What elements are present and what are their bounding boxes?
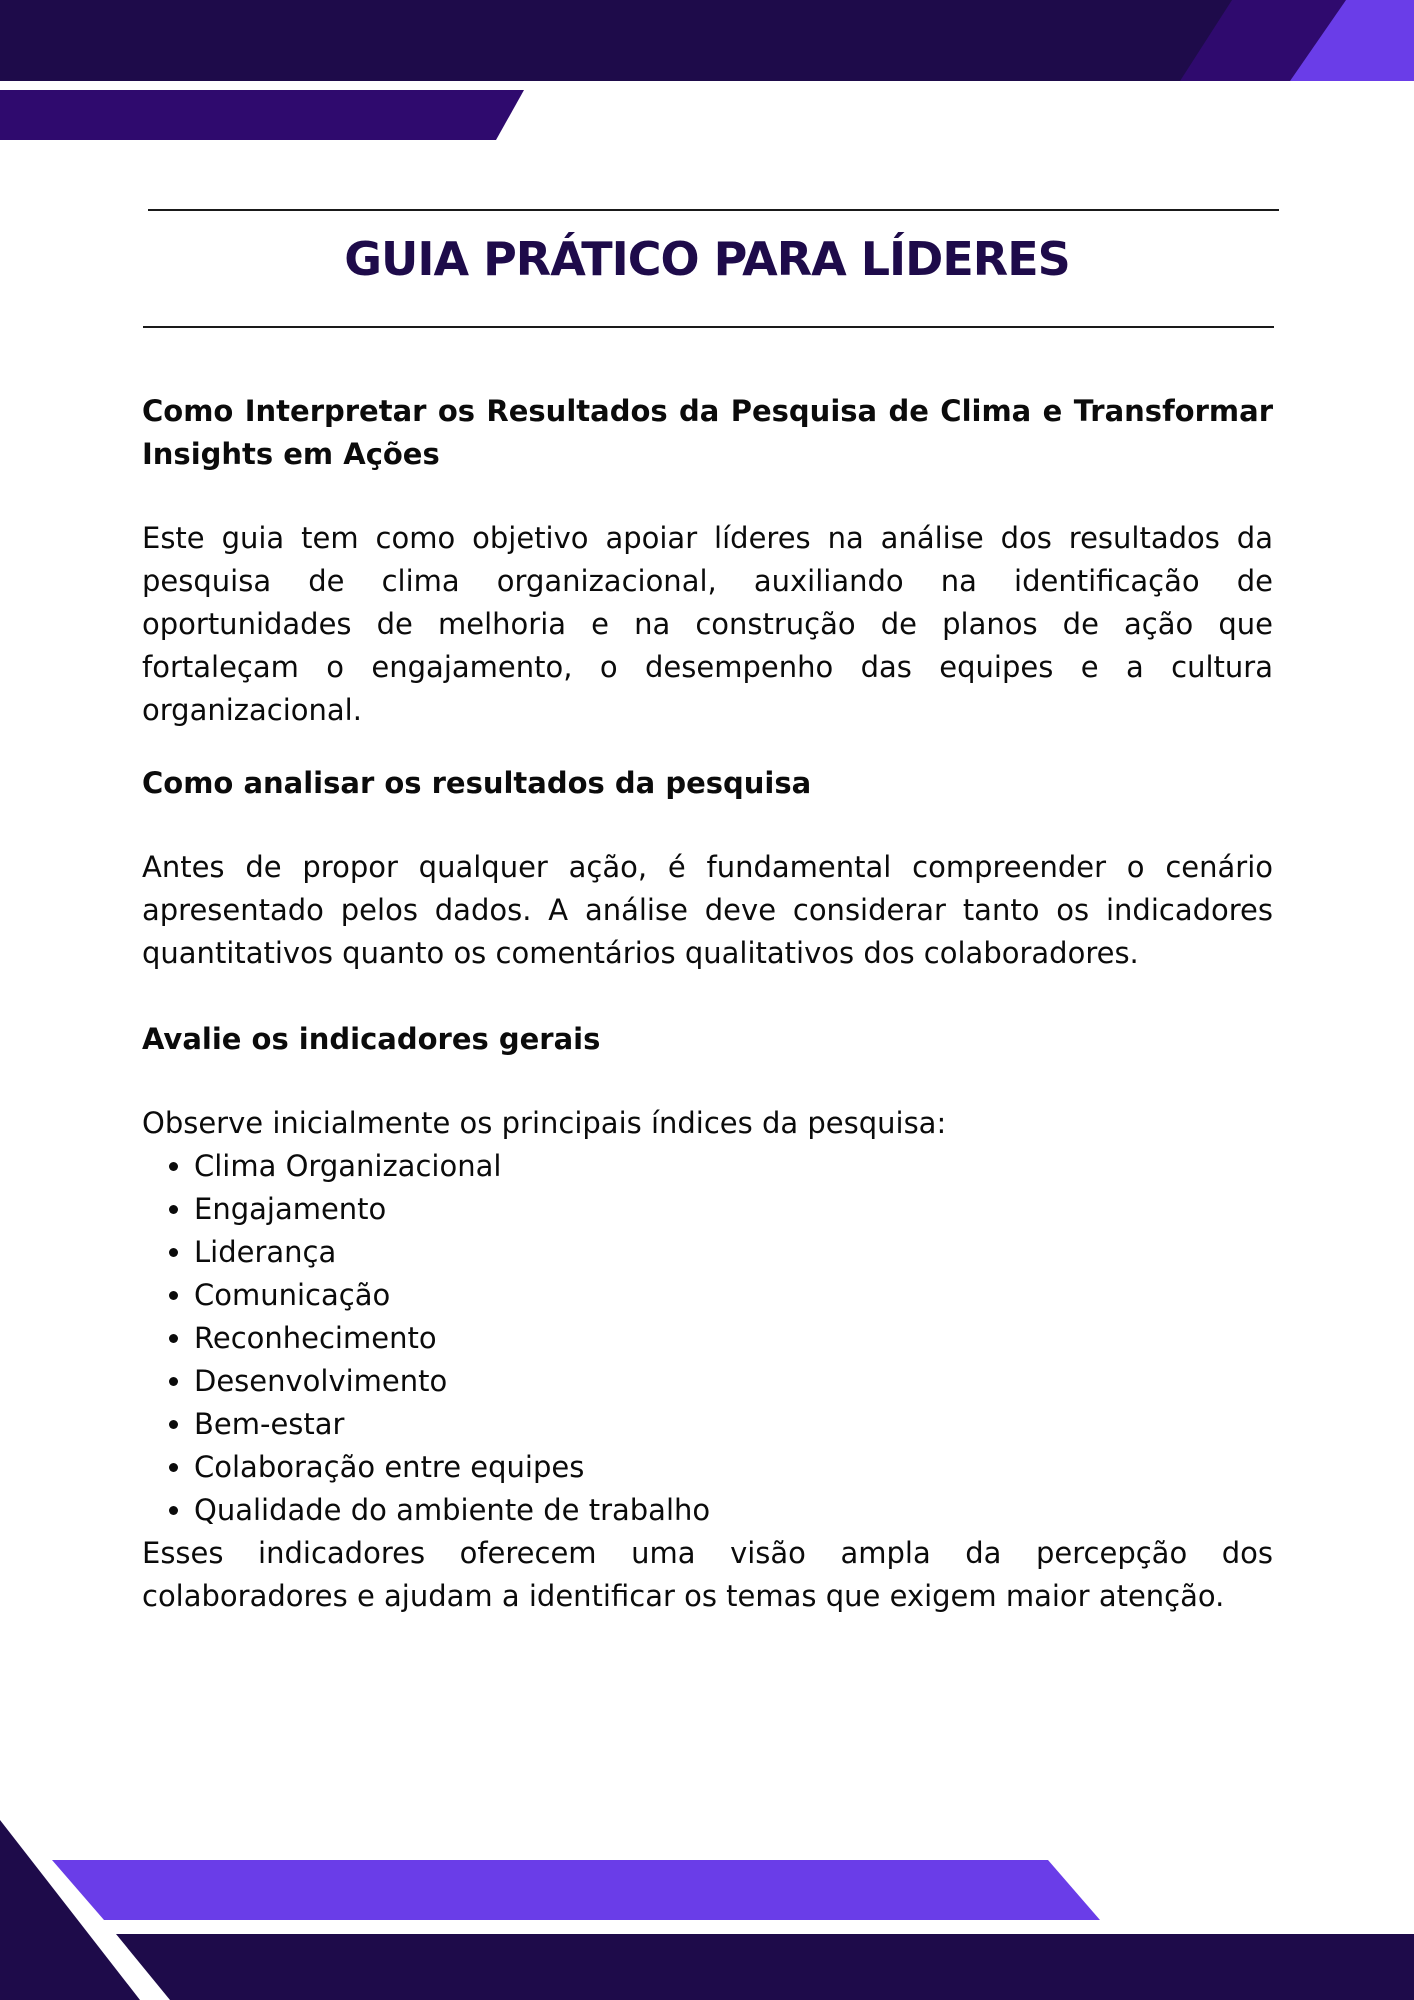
indicators-lead: Observe inicialmente os principais índices da pesquisa: xyxy=(142,1106,947,1140)
document-body xyxy=(142,390,1273,1618)
top-accent-bar xyxy=(0,90,524,140)
list-item: • Desenvolvimento xyxy=(194,1360,1273,1403)
list-item: • Liderança xyxy=(194,1231,1273,1274)
section-heading-analysis: Como analisar os resultados da pesquisa xyxy=(142,766,812,800)
section-heading-indicators: Avalie os indicadores gerais xyxy=(142,1022,601,1056)
title-top-rule xyxy=(148,209,1279,211)
intro-paragraph: Este guia tem como objetivo apoiar líderes na análise dos resultados da pesquisa de clima organizacional, auxiliando na identificação de oportunidades de melhoria e na construção de planos de ação que fortaleçam o engajamento, o desempenho das equipes e a cultura organizacional. xyxy=(142,521,1273,727)
list-item: • Comunicação xyxy=(194,1274,1273,1317)
list-item: • Bem-estar xyxy=(194,1403,1273,1446)
indicators-list xyxy=(142,1145,1273,1532)
analysis-paragraph: Antes de propor qualquer ação, é fundamental compreender o cenário apresentado pelos dados. A análise deve considerar tanto os indicadores quantitativos quanto os comentários qualitativos dos colaboradores. xyxy=(142,850,1273,970)
list-item: • Clima Organizacional xyxy=(194,1145,1273,1188)
page-title: GUIA PRÁTICO PARA LÍDERES xyxy=(344,232,1070,286)
bottom-banner xyxy=(116,1934,1414,2000)
list-item: • Colaboração entre equipes xyxy=(194,1446,1273,1489)
list-item: • Reconhecimento xyxy=(194,1317,1273,1360)
list-item: • Engajamento xyxy=(194,1188,1273,1231)
list-item: • Qualidade do ambiente de trabalho xyxy=(194,1489,1273,1532)
bottom-violet-bar xyxy=(52,1860,1100,1920)
document-subtitle: Como Interpretar os Resultados da Pesquisa de Clima e Transformar Insights em Ações xyxy=(142,394,1273,471)
title-bottom-rule xyxy=(143,326,1274,328)
indicators-closing: Esses indicadores oferecem uma visão ampla da percepção dos colaboradores e ajudam a identificar os temas que exigem maior atenção. xyxy=(142,1536,1273,1613)
